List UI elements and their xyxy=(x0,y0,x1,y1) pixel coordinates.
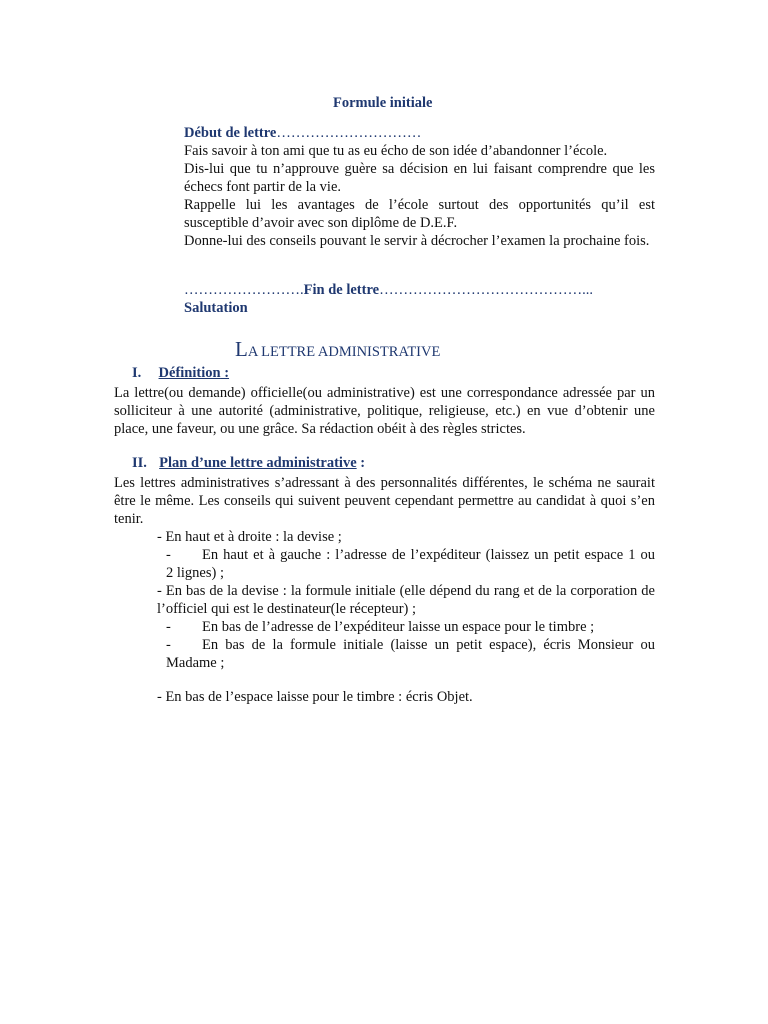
fin-dots-before: ……………………. xyxy=(184,282,304,298)
plan-item-1: - En haut et à droite : la devise ; xyxy=(157,529,342,545)
formule-title: Formule initiale xyxy=(333,95,433,111)
plan-item-5-dash: - xyxy=(166,637,171,653)
fin-dots-after: ……………………………………... xyxy=(379,282,593,298)
plan-item-3: - En bas de la devise : la formule initiale (elle dépend du rang et de la corporation de l’officiel qui est le destinateur(le récepteur) ; xyxy=(157,583,655,617)
definition-heading xyxy=(132,364,229,382)
formule-paragraph-4: Donne-lui des conseils pouvant le servir à décrocher l’examen la prochaine fois. xyxy=(184,233,650,249)
formule-paragraph-1: Fais savoir à ton ami que tu as eu écho de son idée d’abandonner l’école. xyxy=(184,143,608,159)
plan-label: Plan d’une lettre administrative xyxy=(159,455,357,471)
plan-number: II. xyxy=(132,455,147,471)
definition-label: Définition xyxy=(158,365,221,381)
definition-text: La lettre(ou demande) officielle(ou administrative) est une correspondance adressée par un solliciteur à une autorité (administrative, politique, religieuse, etc.) en vue d’obtenir une place, une faveur, ou une grâce. Sa rédaction obéit à des règles strictes. xyxy=(114,385,655,437)
debut-dots: ………………………… xyxy=(276,125,422,141)
plan-item-5-line-a: En bas de la formule initiale (laisse un petit espace), écris Monsieur ou xyxy=(202,637,655,653)
section-title-rest: A LETTRE ADMINISTRATIVE xyxy=(247,344,441,360)
definition-colon: : xyxy=(220,365,230,381)
debut-label: Début de lettre xyxy=(184,125,277,141)
plan-intro: Les lettres administratives s’adressant à des personnalités différentes, le schéma ne saurait être le même. Les conseils qui suivent peuvent cependant permettre au candidat à quoi s’en tenir. xyxy=(114,475,655,527)
plan-item-5-line-b: Madame ; xyxy=(166,655,225,671)
formule-paragraph-2: Dis-lui que tu n’approuve guère sa décision en lui faisant comprendre que les échecs font partir de la vie. xyxy=(184,161,655,195)
plan-item-6: - En bas de l’espace laisse pour le timbre : écris Objet. xyxy=(157,689,473,705)
plan-item-2-line-a: En haut et à gauche : l’adresse de l’expéditeur (laissez un petit espace 1 ou xyxy=(202,547,655,563)
plan-item-2-line-b: 2 lignes) ; xyxy=(166,565,224,581)
plan-item-4-dash: - xyxy=(166,619,171,635)
formule-paragraph-3: Rappelle lui les avantages de l’école surtout des opportunités qu’il est susceptible d’avoir avec son diplôme de D.E.F. xyxy=(184,197,655,231)
fin-de-lettre-line xyxy=(184,281,593,299)
plan-item-4: En bas de l’adresse de l’expéditeur laisse un espace pour le timbre ; xyxy=(202,619,595,635)
definition-number: I. xyxy=(132,365,142,381)
section-title-initial: L xyxy=(235,337,248,361)
plan-heading xyxy=(132,454,365,472)
plan-colon: : xyxy=(356,455,366,471)
salutation: Salutation xyxy=(184,300,248,316)
debut-de-lettre-line xyxy=(184,124,421,142)
section-title xyxy=(235,337,440,364)
fin-label: Fin de lettre xyxy=(303,282,380,298)
plan-item-2-dash: - xyxy=(166,547,171,563)
